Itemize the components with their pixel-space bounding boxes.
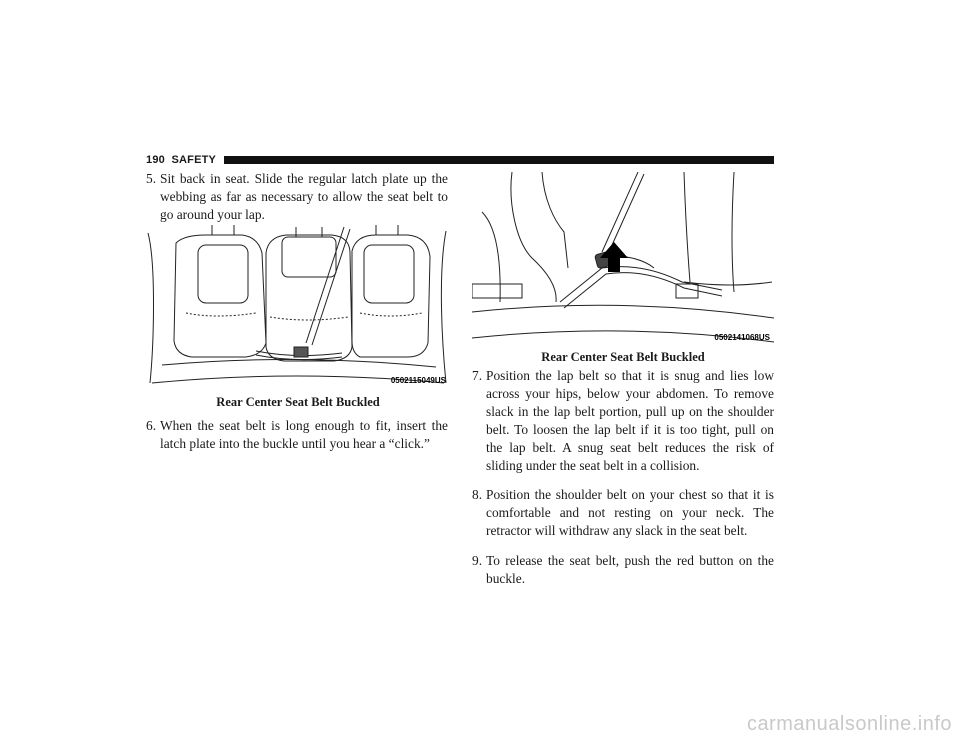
step-text: Position the shoulder belt on your chest so that it is comfortable and not resting on your neck. The retractor will withdraw any slack in the seat belt. — [486, 487, 774, 538]
step-number: 8. — [472, 487, 483, 502]
header-rule — [224, 156, 774, 164]
figure-code: 0502115049US — [390, 376, 446, 385]
step-number: 6. — [146, 418, 157, 433]
buckle-illustration — [472, 172, 774, 344]
step-6 — [146, 417, 448, 453]
step-number: 5. — [146, 171, 157, 186]
step-8 — [472, 486, 774, 540]
figure-code: 0502141068US — [714, 333, 770, 342]
step-9 — [472, 552, 774, 588]
page-number: 190 — [146, 154, 165, 166]
step-text: Sit back in seat. Slide the regular latch plate up the webbing as far as necessary to allow the seat belt to go around your lap. — [160, 171, 448, 222]
figure-caption: Rear Center Seat Belt Buckled — [541, 350, 705, 364]
step-number: 9. — [472, 553, 483, 568]
figure-caption: Rear Center Seat Belt Buckled — [216, 395, 380, 409]
step-number: 7. — [472, 368, 483, 383]
step-text: When the seat belt is long enough to fit, insert the latch plate into the buckle until you hear a “click.” — [160, 418, 448, 451]
step-7 — [472, 367, 774, 475]
figure-rear-seats — [146, 223, 450, 389]
step-5 — [146, 170, 448, 224]
step-text: Position the lap belt so that it is snug and lies low across your hips, below your abdomen. To remove slack in the lap belt portion, pull up on the shoulder belt. To loosen the lap belt if it is too tight, pull on the lap belt. A snug seat belt reduces the risk of sliding under the seat belt in a collision. — [486, 368, 774, 473]
watermark: carmanualsonline.info — [746, 713, 952, 735]
page-header-label — [146, 153, 216, 167]
rear-seats-illustration — [146, 223, 450, 389]
figure-buckle — [472, 172, 774, 344]
section-title: SAFETY — [171, 154, 217, 166]
page-header — [146, 153, 774, 167]
step-text: To release the seat belt, push the red button on the buckle. — [486, 553, 774, 586]
